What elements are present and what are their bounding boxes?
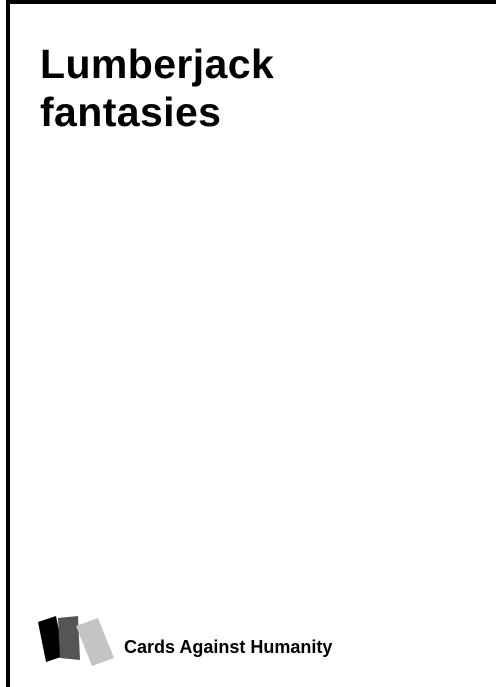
- stacked-cards-icon: [36, 612, 116, 668]
- card-text: [40, 40, 460, 136]
- card-border-top: [6, 0, 496, 4]
- card-text-line-2: fantasies: [40, 89, 222, 135]
- card-border-left: [6, 0, 10, 687]
- card-text-line-1: Lumberjack: [40, 41, 275, 87]
- brand-name: Cards Against Humanity: [124, 637, 333, 657]
- logo-card-front: [76, 618, 114, 666]
- logo-card-middle: [58, 616, 80, 660]
